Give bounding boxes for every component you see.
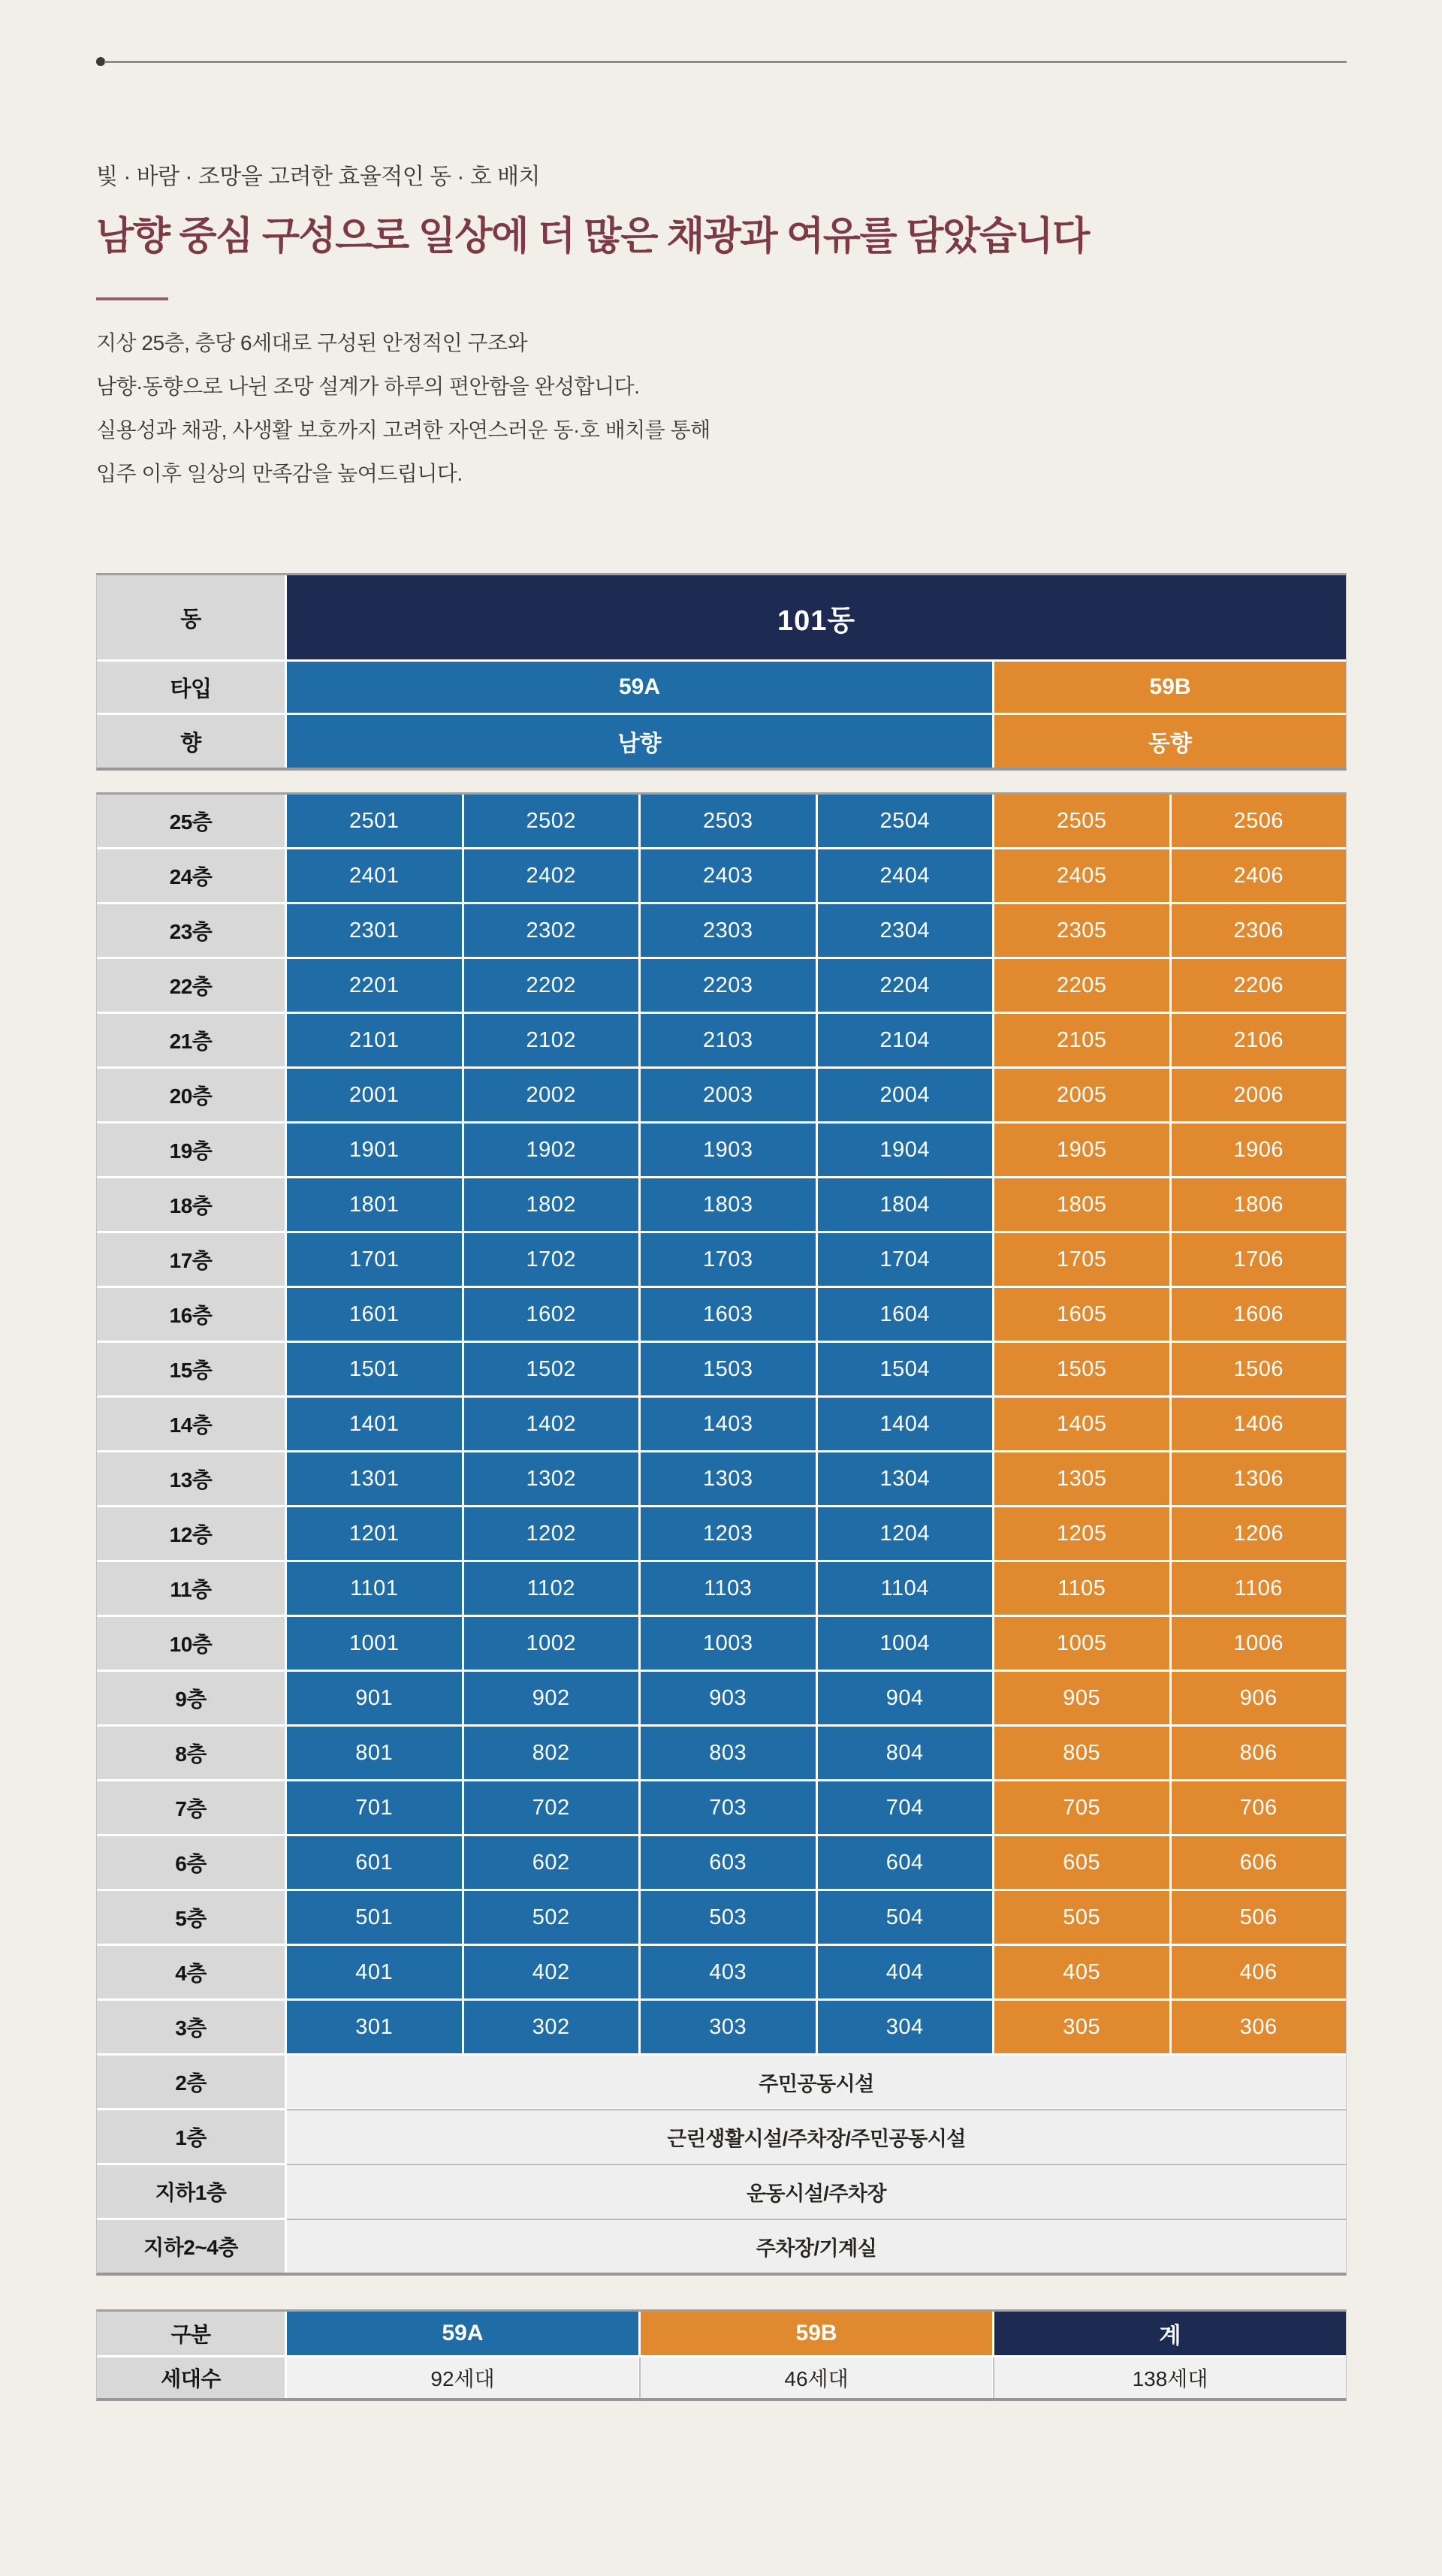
unit-cell: 1101 (287, 1562, 462, 1615)
unit-cell: 504 (818, 1891, 993, 1944)
unit-cell: 804 (818, 1727, 993, 1779)
unit-cell: 1504 (818, 1343, 993, 1395)
unit-cell: 405 (994, 1946, 1169, 1998)
unit-cell: 1405 (994, 1398, 1169, 1450)
unit-cell: 1902 (464, 1124, 639, 1176)
unit-cell: 1903 (641, 1124, 816, 1176)
unit-cell: 1002 (464, 1617, 639, 1670)
intro-paragraph (96, 321, 710, 496)
unit-cell: 2106 (1172, 1014, 1347, 1066)
unit-cell: 303 (641, 2001, 816, 2053)
unit-cell: 1802 (464, 1178, 639, 1231)
unit-cell: 1506 (1172, 1343, 1347, 1395)
unit-cell: 1503 (641, 1343, 816, 1395)
unit-cell: 2105 (994, 1014, 1169, 1066)
unit-cell: 801 (287, 1727, 462, 1779)
floor-label: 1층 (97, 2110, 285, 2163)
section-divider (96, 57, 1347, 66)
unit-cell: 2406 (1172, 849, 1347, 902)
unit-cell: 2202 (464, 959, 639, 1012)
unit-cell: 1004 (818, 1617, 993, 1670)
unit-cell: 805 (994, 1727, 1169, 1779)
floor-label: 22층 (97, 959, 285, 1012)
unit-cell: 1106 (1172, 1562, 1347, 1615)
summary-total-header: 계 (994, 2312, 1346, 2355)
floor-label: 4층 (97, 1946, 285, 1998)
paragraph-line: 남향·동향으로 나뉜 조망 설계가 하루의 편안함을 완성합니다. (96, 375, 640, 398)
count-59a-cell: 92세대 (287, 2357, 638, 2398)
row-label-type: 타입 (97, 662, 285, 713)
unit-cell: 2204 (818, 959, 993, 1012)
building-header-table (96, 573, 1347, 771)
floor-unit-table (96, 792, 1347, 2276)
direction-east-cell: 동향 (994, 715, 1346, 768)
unit-cell: 402 (464, 1946, 639, 1998)
summary-59a-header: 59A (287, 2312, 638, 2355)
unit-cell: 506 (1172, 1891, 1347, 1944)
unit-cell: 706 (1172, 1781, 1347, 1834)
unit-cell: 1906 (1172, 1124, 1347, 1176)
count-59b-cell: 46세대 (641, 2357, 992, 2398)
unit-cell: 1606 (1172, 1288, 1347, 1341)
unit-cell: 1603 (641, 1288, 816, 1341)
unit-cell: 2303 (641, 904, 816, 957)
unit-cell: 1203 (641, 1507, 816, 1560)
unit-cell: 806 (1172, 1727, 1347, 1779)
direction-south-cell: 남향 (287, 715, 992, 768)
unit-cell: 302 (464, 2001, 639, 2053)
count-row-label: 세대수 (97, 2357, 285, 2398)
unit-cell: 2102 (464, 1014, 639, 1066)
unit-cell: 1401 (287, 1398, 462, 1450)
unit-cell: 802 (464, 1727, 639, 1779)
unit-cell: 1204 (818, 1507, 993, 1560)
unit-cell: 904 (818, 1672, 993, 1724)
unit-cell: 905 (994, 1672, 1169, 1724)
unit-cell: 2505 (994, 795, 1169, 847)
unit-cell: 1402 (464, 1398, 639, 1450)
unit-cell: 705 (994, 1781, 1169, 1834)
unit-cell: 2403 (641, 849, 816, 902)
unit-cell: 1001 (287, 1617, 462, 1670)
floor-label: 25층 (97, 795, 285, 847)
facility-cell: 주차장/기계실 (287, 2220, 1346, 2273)
unit-cell: 1901 (287, 1124, 462, 1176)
unit-cell: 902 (464, 1672, 639, 1724)
unit-cell: 403 (641, 1946, 816, 1998)
unit-cell: 305 (994, 2001, 1169, 2053)
unit-cell: 1102 (464, 1562, 639, 1615)
unit-cell: 2302 (464, 904, 639, 957)
unit-cell: 604 (818, 1836, 993, 1889)
unit-cell: 502 (464, 1891, 639, 1944)
facility-cell: 주민공동시설 (287, 2056, 1346, 2108)
unit-cell: 2003 (641, 1069, 816, 1121)
unit-cell: 1201 (287, 1507, 462, 1560)
floor-label: 6층 (97, 1836, 285, 1889)
unit-cell: 704 (818, 1781, 993, 1834)
unit-cell: 1305 (994, 1452, 1169, 1505)
unit-cell: 1804 (818, 1178, 993, 1231)
unit-cell: 606 (1172, 1836, 1347, 1889)
floor-label: 9층 (97, 1672, 285, 1724)
unit-cell: 1704 (818, 1233, 993, 1286)
unit-cell: 1206 (1172, 1507, 1347, 1560)
unit-cell: 1703 (641, 1233, 816, 1286)
unit-cell: 501 (287, 1891, 462, 1944)
floor-label: 지하2~4층 (97, 2220, 285, 2273)
unit-cell: 2503 (641, 795, 816, 847)
summary-row-label: 구분 (97, 2312, 285, 2355)
count-total-cell: 138세대 (994, 2357, 1346, 2398)
unit-cell: 1003 (641, 1617, 816, 1670)
dong-value-cell: 101동 (287, 575, 1346, 659)
unit-cell: 1501 (287, 1343, 462, 1395)
unit-cell: 1404 (818, 1398, 993, 1450)
unit-cell: 1805 (994, 1178, 1169, 1231)
unit-cell: 2405 (994, 849, 1169, 902)
unit-cell: 1105 (994, 1562, 1169, 1615)
unit-cell: 2404 (818, 849, 993, 902)
unit-cell: 2306 (1172, 904, 1347, 957)
floor-label: 13층 (97, 1452, 285, 1505)
unit-cell: 605 (994, 1836, 1169, 1889)
unit-cell: 701 (287, 1781, 462, 1834)
unit-cell: 406 (1172, 1946, 1347, 1998)
unit-cell: 2301 (287, 904, 462, 957)
unit-cell: 505 (994, 1891, 1169, 1944)
floor-label: 8층 (97, 1727, 285, 1779)
floor-label: 17층 (97, 1233, 285, 1286)
unit-cell: 404 (818, 1946, 993, 1998)
unit-cell: 401 (287, 1946, 462, 1998)
unit-cell: 1406 (1172, 1398, 1347, 1450)
floor-label: 5층 (97, 1891, 285, 1944)
type-59a-cell: 59A (287, 662, 992, 713)
unit-cell: 1605 (994, 1288, 1169, 1341)
unit-cell: 2002 (464, 1069, 639, 1121)
unit-cell: 2201 (287, 959, 462, 1012)
unit-cell: 1705 (994, 1233, 1169, 1286)
floor-label: 18층 (97, 1178, 285, 1231)
floor-label: 12층 (97, 1507, 285, 1560)
unit-cell: 703 (641, 1781, 816, 1834)
type-59b-cell: 59B (994, 662, 1346, 713)
unit-cell: 1505 (994, 1343, 1169, 1395)
page-title: 남향 중심 구성으로 일상에 더 많은 채광과 여유를 담았습니다 (96, 215, 1089, 258)
paragraph-line: 실용성과 채광, 사생활 보호까지 고려한 자연스러운 동·호 배치를 통해 (96, 418, 710, 442)
unit-cell: 503 (641, 1891, 816, 1944)
unit-cell: 1803 (641, 1178, 816, 1231)
facility-cell: 운동시설/주차장 (287, 2165, 1346, 2218)
unit-cell: 1301 (287, 1452, 462, 1505)
unit-cell: 1005 (994, 1617, 1169, 1670)
unit-cell: 903 (641, 1672, 816, 1724)
unit-cell: 2203 (641, 959, 816, 1012)
summary-table (96, 2309, 1347, 2401)
unit-cell: 2001 (287, 1069, 462, 1121)
title-underline (96, 297, 168, 300)
unit-cell: 2101 (287, 1014, 462, 1066)
facility-cell: 근린생활시설/주차장/주민공동시설 (287, 2110, 1346, 2163)
unit-cell: 603 (641, 1836, 816, 1889)
unit-cell: 2504 (818, 795, 993, 847)
unit-cell: 1202 (464, 1507, 639, 1560)
floor-label: 7층 (97, 1781, 285, 1834)
floor-label: 21층 (97, 1014, 285, 1066)
section-subtitle: 빛 · 바람 · 조망을 고려한 효율적인 동 · 호 배치 (96, 164, 540, 189)
unit-cell: 2506 (1172, 795, 1347, 847)
floor-label: 16층 (97, 1288, 285, 1341)
unit-cell: 1304 (818, 1452, 993, 1505)
unit-cell: 304 (818, 2001, 993, 2053)
unit-cell: 1806 (1172, 1178, 1347, 1231)
unit-cell: 2205 (994, 959, 1169, 1012)
unit-cell: 2305 (994, 904, 1169, 957)
unit-cell: 1006 (1172, 1617, 1347, 1670)
unit-cell: 702 (464, 1781, 639, 1834)
unit-cell: 2004 (818, 1069, 993, 1121)
unit-cell: 1604 (818, 1288, 993, 1341)
unit-cell: 901 (287, 1672, 462, 1724)
floor-label: 지하1층 (97, 2165, 285, 2218)
unit-cell: 1904 (818, 1124, 993, 1176)
row-label-dong: 동 (97, 575, 285, 659)
floor-label: 19층 (97, 1124, 285, 1176)
unit-cell: 1702 (464, 1233, 639, 1286)
unit-cell: 1306 (1172, 1452, 1347, 1505)
unit-cell: 1302 (464, 1452, 639, 1505)
unit-cell: 1205 (994, 1507, 1169, 1560)
unit-cell: 601 (287, 1836, 462, 1889)
unit-cell: 2401 (287, 849, 462, 902)
unit-cell: 301 (287, 2001, 462, 2053)
unit-cell: 2206 (1172, 959, 1347, 1012)
unit-cell: 2104 (818, 1014, 993, 1066)
floor-label: 10층 (97, 1617, 285, 1670)
unit-cell: 306 (1172, 2001, 1347, 2053)
unit-cell: 1502 (464, 1343, 639, 1395)
unit-cell: 2402 (464, 849, 639, 902)
paragraph-line: 지상 25층, 층당 6세대로 구성된 안정적인 구조와 (96, 331, 528, 354)
unit-cell: 1706 (1172, 1233, 1347, 1286)
unit-cell: 803 (641, 1727, 816, 1779)
unit-cell: 2006 (1172, 1069, 1347, 1121)
unit-cell: 1601 (287, 1288, 462, 1341)
floor-label: 15층 (97, 1343, 285, 1395)
floor-label: 3층 (97, 2001, 285, 2053)
summary-59b-header: 59B (641, 2312, 992, 2355)
unit-cell: 1104 (818, 1562, 993, 1615)
floor-label: 2층 (97, 2056, 285, 2108)
unit-cell: 2502 (464, 795, 639, 847)
unit-cell: 906 (1172, 1672, 1347, 1724)
paragraph-line: 입주 이후 일상의 만족감을 높여드립니다. (96, 462, 463, 485)
unit-cell: 602 (464, 1836, 639, 1889)
divider-line (104, 61, 1347, 63)
unit-cell: 2005 (994, 1069, 1169, 1121)
unit-cell: 2501 (287, 795, 462, 847)
floor-label: 14층 (97, 1398, 285, 1450)
unit-cell: 1303 (641, 1452, 816, 1505)
unit-cell: 1701 (287, 1233, 462, 1286)
unit-cell: 2103 (641, 1014, 816, 1066)
floor-label: 24층 (97, 849, 285, 902)
floor-label: 20층 (97, 1069, 285, 1121)
unit-cell: 1905 (994, 1124, 1169, 1176)
unit-cell: 1602 (464, 1288, 639, 1341)
row-label-direction: 향 (97, 715, 285, 768)
unit-cell: 1801 (287, 1178, 462, 1231)
floor-label: 11층 (97, 1562, 285, 1615)
unit-cell: 1403 (641, 1398, 816, 1450)
floor-label: 23층 (97, 904, 285, 957)
unit-cell: 2304 (818, 904, 993, 957)
unit-cell: 1103 (641, 1562, 816, 1615)
